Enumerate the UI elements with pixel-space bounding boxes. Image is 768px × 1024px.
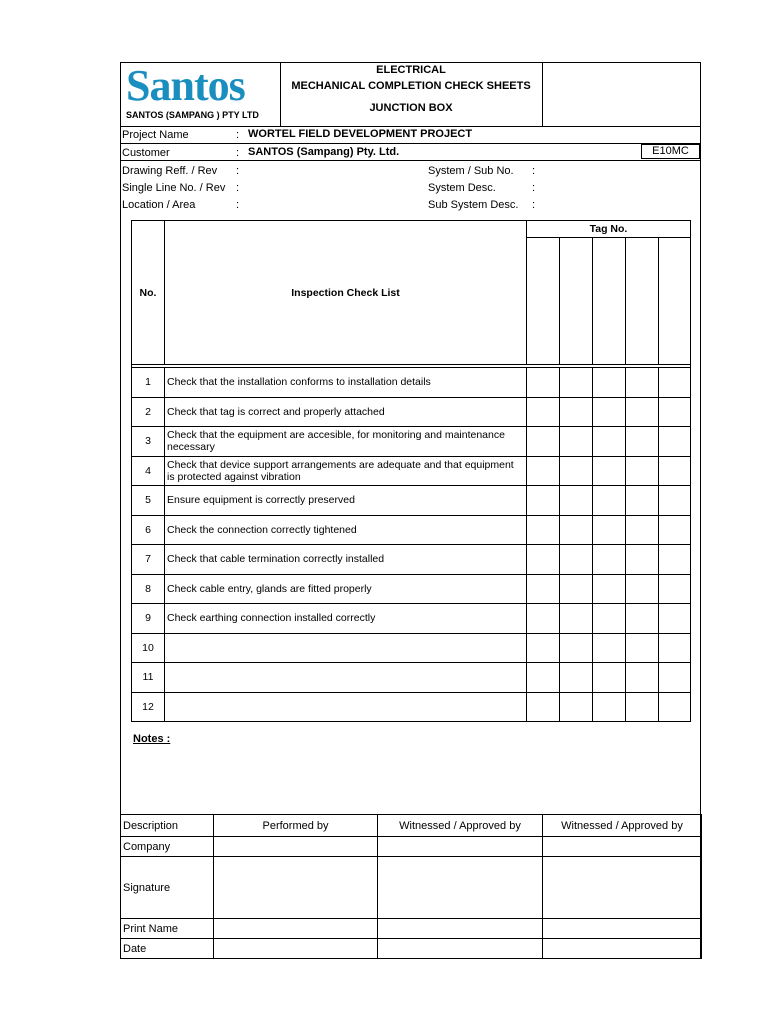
- checklist-row: [132, 486, 691, 516]
- tag-check-cell[interactable]: [593, 692, 626, 722]
- item-number: 7: [132, 545, 165, 575]
- header-divider-right: [542, 62, 543, 126]
- tag-check-cell[interactable]: [593, 397, 626, 427]
- tag-check-cell[interactable]: [626, 663, 659, 693]
- company-name: SANTOS (SAMPANG ) PTY LTD: [126, 110, 259, 120]
- tag-check-cell[interactable]: [626, 633, 659, 663]
- tag-check-cell[interactable]: [527, 692, 560, 722]
- signature-witnessed-field[interactable]: [378, 857, 543, 919]
- tag-check-cell[interactable]: [659, 397, 691, 427]
- signoff-row-label: Date: [121, 939, 214, 959]
- item-number: 5: [132, 486, 165, 516]
- signature-performed-field[interactable]: [214, 857, 378, 919]
- item-number: 12: [132, 692, 165, 722]
- tag-header-cell[interactable]: [527, 238, 560, 365]
- checklist-row: [132, 397, 691, 427]
- customer-label: Customer: [122, 147, 170, 159]
- tag-check-cell[interactable]: [560, 397, 593, 427]
- form-code-box: E10MC: [641, 144, 700, 159]
- tag-check-cell[interactable]: [527, 545, 560, 575]
- item-description: Check that tag is correct and properly attached: [165, 397, 527, 427]
- colon: :: [532, 199, 536, 211]
- tag-check-cell[interactable]: [626, 604, 659, 634]
- tag-check-cell[interactable]: [626, 368, 659, 398]
- tag-check-cell[interactable]: [560, 663, 593, 693]
- tag-check-cell[interactable]: [527, 397, 560, 427]
- signoff-header-description: Description: [121, 815, 214, 837]
- tag-check-cell[interactable]: [626, 486, 659, 516]
- tag-check-cell[interactable]: [659, 692, 691, 722]
- tag-check-cell[interactable]: [593, 427, 626, 457]
- colon: :: [236, 129, 240, 141]
- tag-check-cell[interactable]: [659, 456, 691, 486]
- checklist-row: [132, 692, 691, 722]
- tag-check-cell[interactable]: [659, 663, 691, 693]
- item-description: [165, 692, 527, 722]
- tag-check-cell[interactable]: [626, 545, 659, 575]
- item-description: [165, 633, 527, 663]
- project-name-value: WORTEL FIELD DEVELOPMENT PROJECT: [248, 128, 473, 140]
- company-performed-field[interactable]: [214, 837, 378, 857]
- tag-check-cell[interactable]: [560, 604, 593, 634]
- checklist-row: [132, 368, 691, 398]
- drawing-ref-label: Drawing Reff. / Rev: [122, 165, 218, 177]
- tag-check-cell[interactable]: [626, 515, 659, 545]
- tag-check-cell[interactable]: [593, 456, 626, 486]
- location-label: Location / Area: [122, 199, 196, 211]
- sheet-subtitle: JUNCTION BOX: [369, 102, 453, 114]
- colon: :: [532, 165, 536, 177]
- tag-check-cell[interactable]: [593, 633, 626, 663]
- item-number: 9: [132, 604, 165, 634]
- tag-check-cell[interactable]: [659, 515, 691, 545]
- checklist-row: [132, 515, 691, 545]
- customer-row-rule: [120, 160, 701, 161]
- item-description: Check that the installation conforms to installation details: [165, 368, 527, 398]
- checklist-column-header: Inspection Check List: [165, 221, 527, 365]
- signoff-row-label: Print Name: [121, 919, 214, 939]
- title-line1: ELECTRICAL: [376, 64, 446, 76]
- tag-check-cell[interactable]: [593, 663, 626, 693]
- tag-check-cell[interactable]: [560, 427, 593, 457]
- santos-logo: Santos: [126, 61, 245, 110]
- tag-check-cell[interactable]: [527, 515, 560, 545]
- item-number: 1: [132, 368, 165, 398]
- tag-check-cell[interactable]: [527, 604, 560, 634]
- item-description: Check the connection correctly tightened: [165, 515, 527, 545]
- tag-check-cell[interactable]: [593, 486, 626, 516]
- item-number: 4: [132, 456, 165, 486]
- tag-check-cell[interactable]: [659, 427, 691, 457]
- tag-check-cell[interactable]: [593, 574, 626, 604]
- colon: :: [236, 182, 240, 194]
- item-description: Check cable entry, glands are fitted properly: [165, 574, 527, 604]
- colon: :: [532, 182, 536, 194]
- print-name-witnessed-field[interactable]: [378, 919, 543, 939]
- tag-check-cell[interactable]: [560, 692, 593, 722]
- tag-check-cell[interactable]: [560, 486, 593, 516]
- checklist-row: [132, 456, 691, 486]
- item-number: 3: [132, 427, 165, 457]
- tag-header-cell[interactable]: [626, 238, 659, 365]
- tag-check-cell[interactable]: [527, 663, 560, 693]
- item-description: Check earthing connection installed correctly: [165, 604, 527, 634]
- checklist-row: [132, 633, 691, 663]
- company-witnessed-2-field[interactable]: [543, 837, 702, 857]
- tag-header-cell[interactable]: [593, 238, 626, 365]
- customer-value: SANTOS (Sampang) Pty. Ltd.: [248, 146, 400, 158]
- signoff-row-label: Company: [121, 837, 214, 857]
- tag-check-cell[interactable]: [560, 456, 593, 486]
- tag-header-cell[interactable]: [659, 238, 691, 365]
- signoff-row-label: Signature: [121, 857, 214, 919]
- signoff-header-witnessed: Witnessed / Approved by: [378, 815, 543, 837]
- tag-check-cell[interactable]: [659, 633, 691, 663]
- inspection-checklist-table: [131, 220, 691, 722]
- tag-check-cell[interactable]: [626, 574, 659, 604]
- date-witnessed-2-field[interactable]: [543, 939, 702, 959]
- tag-check-cell[interactable]: [527, 574, 560, 604]
- tag-check-cell[interactable]: [560, 368, 593, 398]
- tag-check-cell[interactable]: [626, 692, 659, 722]
- item-number: 2: [132, 397, 165, 427]
- system-sub-label: System / Sub No.: [428, 165, 514, 177]
- project-row-rule: [120, 143, 701, 144]
- checklist-row: [132, 604, 691, 634]
- date-performed-field[interactable]: [214, 939, 378, 959]
- tag-check-cell[interactable]: [527, 427, 560, 457]
- tag-check-cell[interactable]: [626, 397, 659, 427]
- tag-check-cell[interactable]: [560, 545, 593, 575]
- no-column-header: No.: [132, 221, 165, 365]
- print-name-witnessed-2-field[interactable]: [543, 919, 702, 939]
- tag-check-cell[interactable]: [527, 456, 560, 486]
- tag-check-cell[interactable]: [527, 368, 560, 398]
- tag-check-cell[interactable]: [593, 515, 626, 545]
- colon: :: [236, 199, 240, 211]
- checklist-row: [132, 545, 691, 575]
- item-description: [165, 663, 527, 693]
- item-description: Check that the equipment are accesible, for monitoring and maintenance necessary: [165, 427, 527, 457]
- tag-check-cell[interactable]: [626, 456, 659, 486]
- tag-check-cell[interactable]: [527, 633, 560, 663]
- item-number: 6: [132, 515, 165, 545]
- colon: :: [236, 147, 240, 159]
- colon: :: [236, 165, 240, 177]
- tag-check-cell[interactable]: [659, 368, 691, 398]
- single-line-label: Single Line No. / Rev: [122, 182, 226, 194]
- tag-no-header: Tag No.: [527, 221, 691, 238]
- tag-check-cell[interactable]: [659, 486, 691, 516]
- date-witnessed-field[interactable]: [378, 939, 543, 959]
- checklist-row: [132, 427, 691, 457]
- checklist-row: [132, 574, 691, 604]
- tag-check-cell[interactable]: [593, 604, 626, 634]
- tag-check-cell[interactable]: [560, 515, 593, 545]
- notes-label: Notes :: [133, 733, 171, 745]
- signoff-header-witnessed-2: Witnessed / Approved by: [543, 815, 702, 837]
- company-witnessed-field[interactable]: [378, 837, 543, 857]
- checklist-row: [132, 663, 691, 693]
- tag-check-cell[interactable]: [659, 574, 691, 604]
- tag-check-cell[interactable]: [560, 574, 593, 604]
- item-number: 8: [132, 574, 165, 604]
- tag-header-cell[interactable]: [560, 238, 593, 365]
- project-name-label: Project Name: [122, 129, 189, 141]
- item-number: 11: [132, 663, 165, 693]
- item-description: Ensure equipment is correctly preserved: [165, 486, 527, 516]
- tag-check-cell[interactable]: [659, 545, 691, 575]
- title-line2: MECHANICAL COMPLETION CHECK SHEETS: [291, 80, 531, 92]
- signature-witnessed-2-field[interactable]: [543, 857, 702, 919]
- header-bottom-rule: [120, 126, 701, 127]
- signoff-table: [120, 814, 702, 959]
- tag-check-cell[interactable]: [593, 545, 626, 575]
- tag-check-cell[interactable]: [593, 368, 626, 398]
- item-number: 10: [132, 633, 165, 663]
- tag-check-cell[interactable]: [527, 486, 560, 516]
- signoff-header-performed: Performed by: [214, 815, 378, 837]
- sub-system-desc-label: Sub System Desc.: [428, 199, 519, 211]
- tag-check-cell[interactable]: [626, 427, 659, 457]
- item-description: Check that cable termination correctly installed: [165, 545, 527, 575]
- print-name-performed-field[interactable]: [214, 919, 378, 939]
- tag-check-cell[interactable]: [659, 604, 691, 634]
- tag-check-cell[interactable]: [560, 633, 593, 663]
- system-desc-label: System Desc.: [428, 182, 496, 194]
- item-description: Check that device support arrangements are adequate and that equipment is protected against vibration: [165, 456, 527, 486]
